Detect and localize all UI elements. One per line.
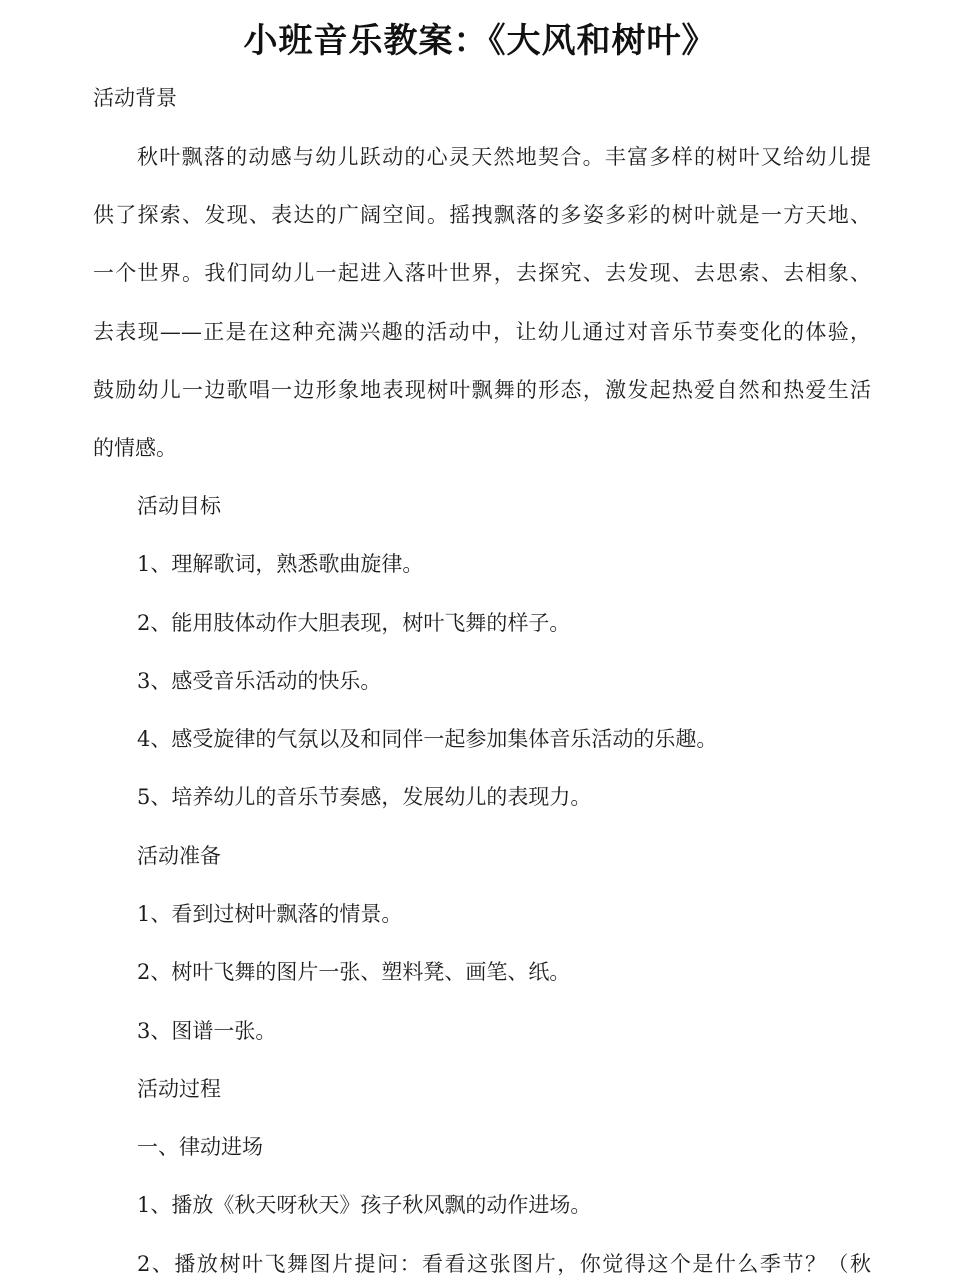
preparation-item: 2、树叶飞舞的图片一张、塑料凳、画笔、纸。 [137, 960, 571, 984]
background-paragraph-line: 去表现——正是在这种充满兴趣的活动中，让幼儿通过对音乐节奏变化的体验， [93, 320, 871, 344]
goal-item: 3、感受音乐活动的快乐。 [137, 669, 382, 693]
goal-item: 2、能用肢体动作大胆表现，树叶飞舞的样子。 [137, 611, 571, 635]
background-paragraph-line: 的情感。 [93, 436, 177, 460]
section-heading-preparation: 活动准备 [137, 844, 221, 868]
process-item: 2、播放树叶飞舞图片提问：看看这张图片，你觉得这个是什么季节？（秋 [137, 1252, 871, 1276]
section-heading-goals: 活动目标 [137, 494, 221, 518]
preparation-item: 3、图谱一张。 [137, 1019, 277, 1043]
preparation-item: 1、看到过树叶飘落的情景。 [137, 902, 403, 926]
background-paragraph-line: 鼓励幼儿一边歌唱一边形象地表现树叶飘舞的形态，激发起热爱自然和热爱生活 [93, 378, 871, 402]
process-item: 1、播放《秋天呀秋天》孩子秋风飘的动作进场。 [137, 1193, 592, 1217]
document-title: 小班音乐教案：《大风和树叶》 [243, 21, 717, 61]
goal-item: 1、理解歌词，熟悉歌曲旋律。 [137, 552, 424, 576]
section-heading-process: 活动过程 [137, 1077, 221, 1101]
goal-item: 4、感受旋律的气氛以及和同伴一起参加集体音乐活动的乐趣。 [137, 727, 718, 751]
process-subheading: 一、律动进场 [137, 1135, 263, 1159]
goal-item: 5、培养幼儿的音乐节奏感，发展幼儿的表现力。 [137, 785, 592, 809]
background-paragraph-line: 秋叶飘落的动感与幼儿跃动的心灵天然地契合。丰富多样的树叶又给幼儿提 [137, 145, 871, 169]
section-heading-background: 活动背景 [93, 86, 177, 110]
background-paragraph-line: 一个世界。我们同幼儿一起进入落叶世界，去探究、去发现、去思索、去相象、 [93, 261, 871, 285]
background-paragraph-line: 供了探索、发现、表达的广阔空间。摇拽飘落的多姿多彩的树叶就是一方天地、 [93, 203, 871, 227]
